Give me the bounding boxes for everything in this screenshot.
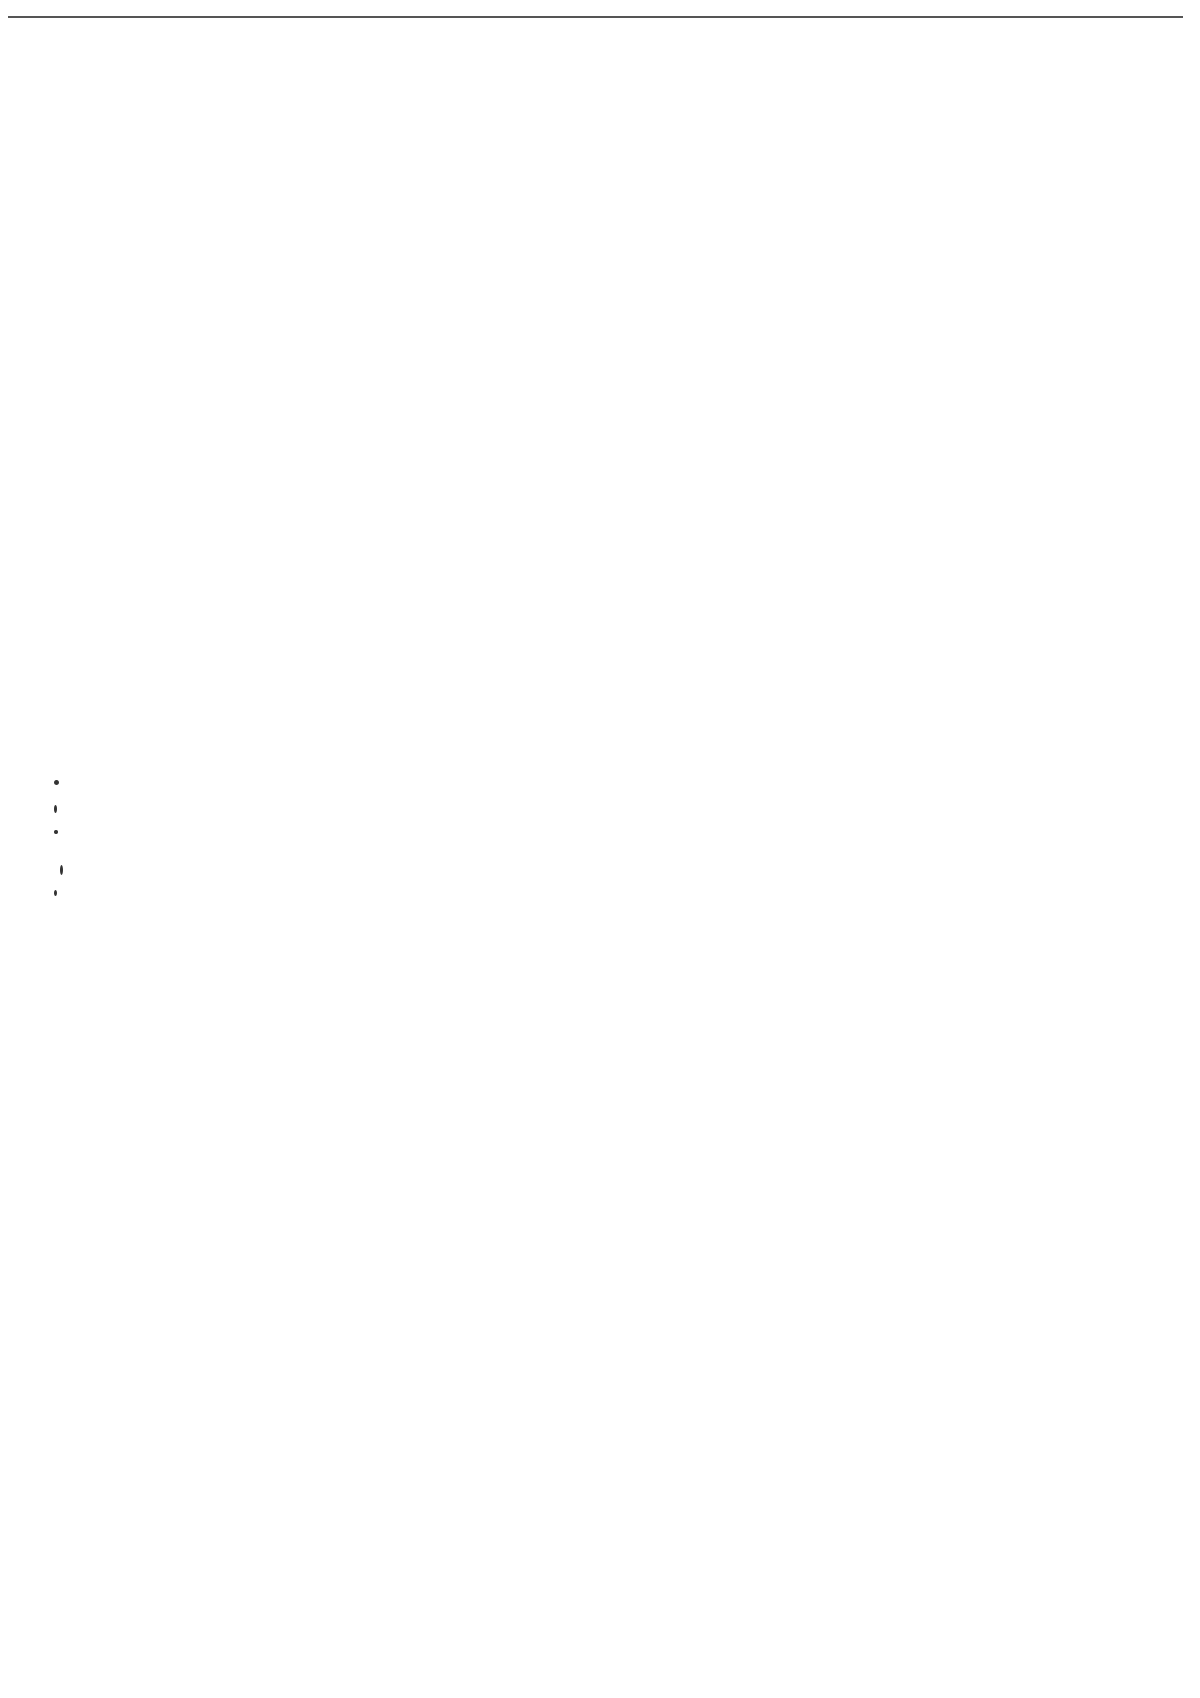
scan-noise-marks [50,770,90,910]
rotated-document-page [1135,0,1200,10]
scan-top-edge [8,16,1183,18]
